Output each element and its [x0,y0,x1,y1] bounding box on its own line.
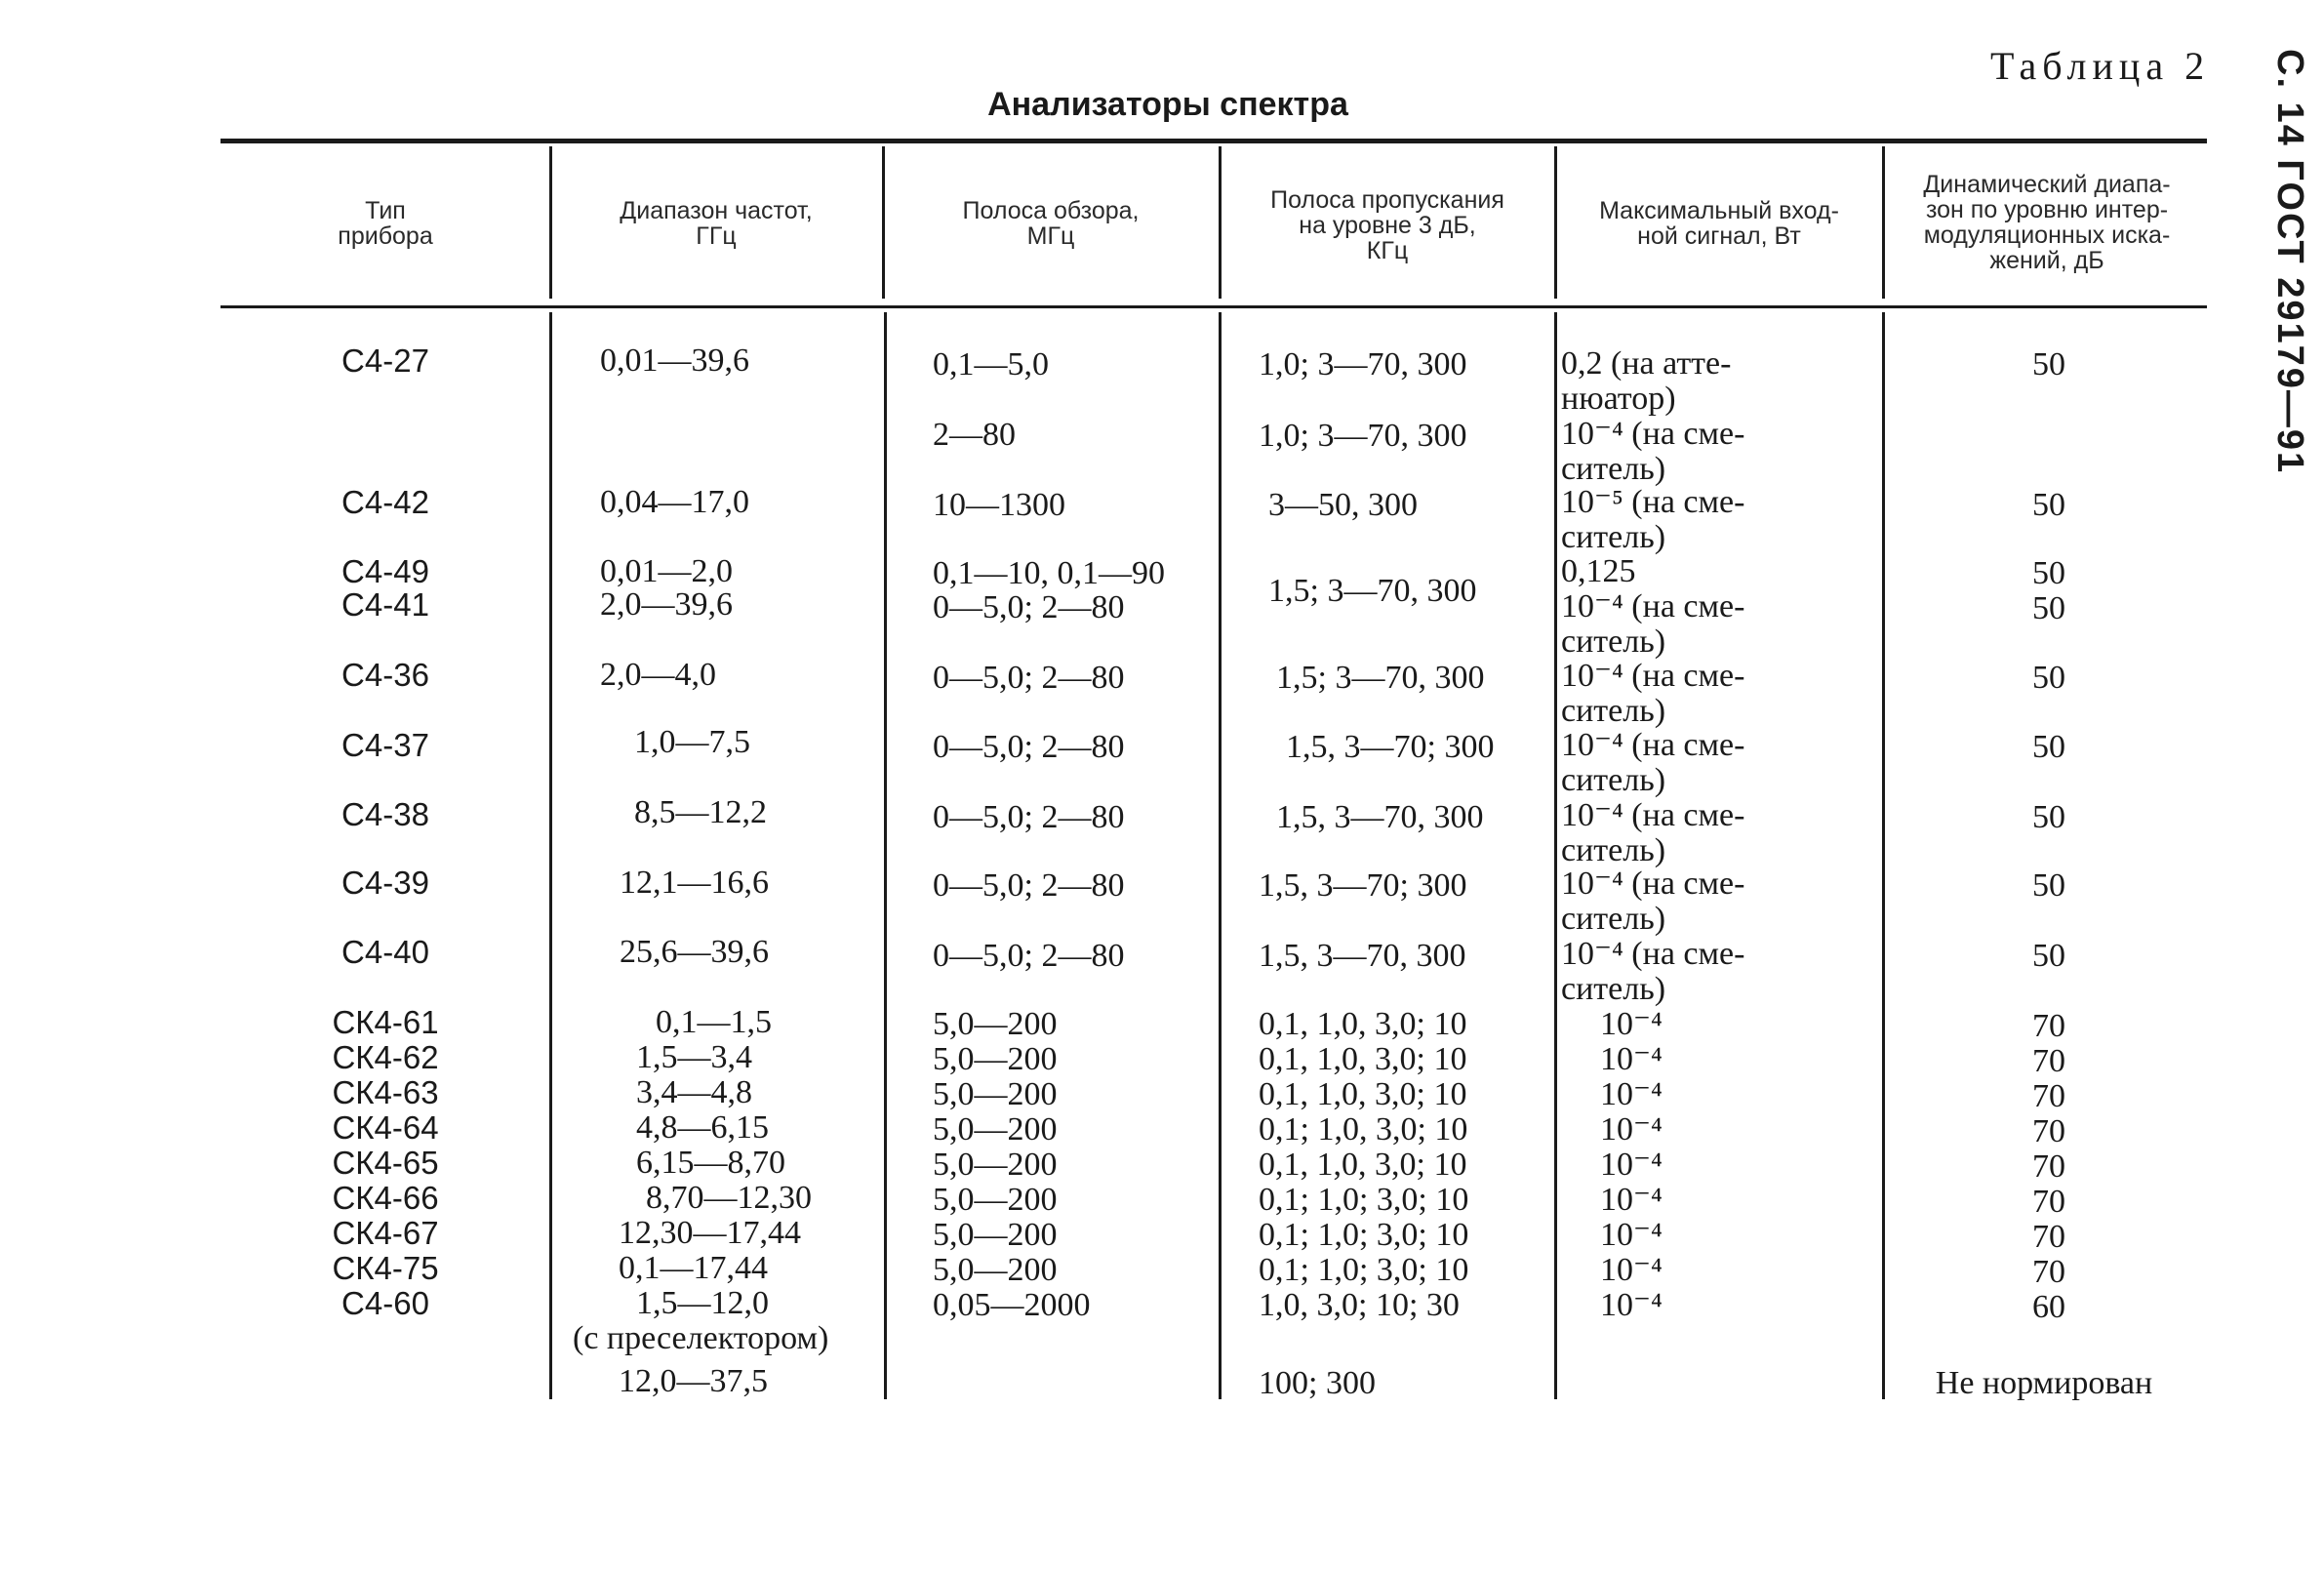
table-title: Анализаторы спектра [987,86,1348,123]
cell-dyn: 50 [2032,799,2065,835]
cell-signal: 10⁻⁴ [1600,1287,1663,1323]
cell-band: 1,5, 3—70, 300 [1259,938,1466,974]
page-reference: С. 14 ГОСТ 29179—91 [2269,49,2310,475]
cell-band: 0,1; 1,0, 3,0; 10 [1259,1111,1468,1147]
cell-band: 1,0; 3—70, 300 [1259,418,1467,454]
cell-band: 1,5, 3—70; 300 [1259,867,1467,904]
cell-dyn: 70 [2032,1219,2065,1255]
cell-signal: 10⁻⁴ [1600,1041,1663,1077]
cell-signal: 10⁻⁴ [1600,1217,1663,1253]
table-label: Таблица 2 [1990,44,2211,88]
cell-signal [1561,417,1744,487]
header-signal [1558,198,1880,249]
signal-line: 10⁻⁵ (на сме- [1561,484,1745,520]
cell-freq: 2,0—39,6 [600,586,733,623]
cell-freq: 8,70—12,30 [646,1180,812,1216]
cell-signal [1561,554,1636,589]
signal-line: 10⁻⁴ (на сме- [1561,416,1745,452]
cell-span: 5,0—200 [933,1041,1058,1077]
cell-freq: 2,0—4,0 [600,657,716,693]
table-top-rule [220,139,2207,143]
cell-band: 0,1; 1,0; 3,0; 10 [1259,1252,1469,1288]
header-span [886,198,1216,249]
cell-type: С4-38 [341,796,429,832]
cell-type: С4-49 [341,553,429,589]
cell-span: 5,0—200 [933,1147,1058,1183]
header-line: Динамический диапа- [1923,171,2171,198]
cell-freq: 6,15—8,70 [636,1145,785,1181]
header-line: Тип [365,197,406,224]
cell-freq-note: (с преселектором) [573,1320,829,1356]
cell-type: СК4-64 [332,1109,439,1146]
signal-line: ситель) [1561,971,1666,1007]
header-line: МГц [1026,222,1075,250]
signal-line: 10⁻⁴ (на сме- [1561,797,1745,833]
column-divider [1219,146,1222,299]
cell-type: С4-39 [341,865,429,901]
cell-dyn: 70 [2032,1184,2065,1220]
signal-line: 10⁻⁴ (на сме- [1561,936,1745,972]
header-dyn [1886,172,2208,273]
cell-freq: 12,30—17,44 [619,1215,801,1251]
cell-span: 0,1—5,0 [933,346,1049,382]
cell-signal [1561,798,1744,868]
cell-signal: 10⁻⁴ [1600,1252,1663,1288]
cell-type: С4-36 [341,657,429,693]
cell-span: 0,05—2000 [933,1287,1091,1323]
cell-dyn: 50 [2032,590,2065,626]
cell-type: С4-60 [341,1285,429,1321]
column-divider [549,312,552,1399]
cell-span: 5,0—200 [933,1252,1058,1288]
cell-dyn: 50 [2032,729,2065,765]
cell-span: 5,0—200 [933,1006,1058,1042]
cell-band: 1,5, 3—70, 300 [1276,799,1484,835]
header-line: Полоса обзора, [962,197,1140,224]
cell-freq: 25,6—39,6 [620,934,769,970]
signal-line: ситель) [1561,451,1666,487]
header-line: модуляционных иска- [1923,221,2171,249]
cell-span: 5,0—200 [933,1217,1058,1253]
cell-span: 0—5,0; 2—80 [933,867,1125,904]
cell-type: СК4-66 [332,1180,439,1216]
signal-line: 10⁻⁴ (на сме- [1561,588,1745,624]
header-line: прибора [338,222,433,250]
cell-band: 0,1, 1,0, 3,0; 10 [1259,1041,1467,1077]
cell-freq: 12,1—16,6 [620,865,769,901]
cell-band: 1,0; 3—70, 300 [1259,346,1467,382]
cell-type: С4-37 [341,727,429,763]
cell-dyn: 50 [2032,555,2065,591]
cell-signal: 10⁻⁴ [1600,1147,1663,1183]
cell-freq: 0,01—39,6 [600,342,749,379]
cell-dyn: 70 [2032,1078,2065,1114]
cell-signal: 10⁻⁴ [1600,1182,1663,1218]
cell-dyn: 70 [2032,1254,2065,1290]
cell-span: 0—5,0; 2—80 [933,938,1125,974]
cell-dyn: 70 [2032,1113,2065,1149]
cell-span: 0—5,0; 2—80 [933,589,1125,625]
column-divider [549,146,552,299]
cell-band: 0,1, 1,0, 3,0; 10 [1259,1147,1467,1183]
cell-freq: 0,1—1,5 [656,1004,772,1040]
header-line: Диапазон частот, [620,197,813,224]
signal-line: 10⁻⁴ (на сме- [1561,866,1745,902]
cell-span: 0—5,0; 2—80 [933,799,1125,835]
cell-signal [1561,866,1744,937]
column-divider [884,312,887,1399]
cell-signal: 10⁻⁴ [1600,1006,1663,1042]
cell-span: 5,0—200 [933,1182,1058,1218]
signal-line: ситель) [1561,624,1666,660]
signal-line: ситель) [1561,693,1666,729]
cell-span: 0,1—10, 0,1—90 [933,555,1165,591]
signal-line: 0,125 [1561,553,1636,589]
cell-freq: 8,5—12,2 [634,794,767,830]
cell-dyn: Не нормирован [1935,1365,2153,1401]
cell-signal [1561,659,1744,729]
cell-type: СК4-65 [332,1145,439,1181]
cell-freq: 0,01—2,0 [600,553,733,589]
signal-line: 10⁻⁴ (на сме- [1561,658,1745,694]
header-line: зон по уровню интер- [1925,196,2169,223]
cell-freq: 0,1—17,44 [619,1250,768,1286]
cell-type: СК4-63 [332,1074,439,1110]
cell-type: СК4-61 [332,1004,439,1040]
signal-line: ситель) [1561,762,1666,798]
header-line: ной сигнал, Вт [1637,222,1801,250]
cell-type: С4-40 [341,934,429,970]
cell-signal [1561,346,1731,417]
cell-band: 1,5, 3—70; 300 [1286,729,1495,765]
cell-band: 1,5; 3—70, 300 [1276,660,1485,696]
header-line: ГГц [696,222,737,250]
header-line: Максимальный вход- [1599,197,1839,224]
cell-type: СК4-75 [332,1250,439,1286]
cell-freq: 1,5—3,4 [636,1039,752,1075]
header-line: КГц [1366,237,1409,264]
cell-signal [1561,937,1744,1007]
cell-dyn: 50 [2032,867,2065,904]
cell-freq: 12,0—37,5 [619,1363,768,1399]
cell-span: 0—5,0; 2—80 [933,729,1125,765]
cell-band: 0,1, 1,0, 3,0; 10 [1259,1076,1467,1112]
cell-band: 0,1, 1,0, 3,0; 10 [1259,1006,1467,1042]
cell-band: 0,1; 1,0; 3,0; 10 [1259,1182,1469,1218]
cell-freq: 1,0—7,5 [634,724,750,760]
cell-type: С4-41 [341,586,429,623]
cell-dyn: 50 [2032,660,2065,696]
cell-signal [1561,728,1744,798]
cell-dyn: 50 [2032,487,2065,523]
cell-dyn: 70 [2032,1043,2065,1079]
cell-band: 3—50, 300 [1268,487,1418,523]
column-divider [1554,146,1557,299]
cell-type: С4-27 [341,342,429,379]
header-line: на уровне 3 дБ, [1299,212,1476,239]
header-band [1222,187,1552,263]
cell-span: 0—5,0; 2—80 [933,660,1125,696]
signal-line: 10⁻⁴ (на сме- [1561,727,1745,763]
cell-signal: 10⁻⁴ [1600,1076,1663,1112]
signal-line: 0,2 (на атте- [1561,345,1732,382]
header-line: Полоса пропускания [1270,186,1504,214]
cell-dyn: 70 [2032,1008,2065,1044]
signal-line: ситель) [1561,901,1666,937]
header-freq [553,198,879,249]
cell-band: 0,1; 1,0; 3,0; 10 [1259,1217,1469,1253]
cell-span: 2—80 [933,417,1016,453]
cell-band: 100; 300 [1259,1365,1376,1401]
cell-freq: 4,8—6,15 [636,1109,769,1146]
column-divider [1882,146,1885,299]
signal-line: ситель) [1561,832,1666,868]
column-divider [1554,312,1557,1399]
cell-dyn: 60 [2032,1289,2065,1325]
cell-span: 5,0—200 [933,1111,1058,1147]
header-line: жений, дБ [1989,247,2104,274]
cell-span: 10—1300 [933,487,1065,523]
cell-type: СК4-62 [332,1039,439,1075]
cell-signal [1561,589,1744,660]
cell-band: 1,0, 3,0; 10; 30 [1259,1287,1460,1323]
cell-span: 5,0—200 [933,1076,1058,1112]
cell-signal: 10⁻⁴ [1600,1111,1663,1147]
cell-signal [1561,485,1744,555]
cell-dyn: 50 [2032,938,2065,974]
cell-type: СК4-67 [332,1215,439,1251]
signal-line: ситель) [1561,519,1666,555]
cell-type: С4-42 [341,484,429,520]
header-type [224,198,546,249]
column-divider [882,146,885,299]
header-bottom-rule [220,305,2207,308]
signal-line: нюатор) [1561,381,1676,417]
column-divider [1219,312,1222,1399]
cell-dyn: 50 [2032,346,2065,382]
cell-dyn: 70 [2032,1148,2065,1185]
cell-freq: 0,04—17,0 [600,484,749,520]
cell-freq: 1,5—12,0 [636,1285,769,1321]
cell-band-merged: 1,5; 3—70, 300 [1268,573,1477,609]
cell-freq: 3,4—4,8 [636,1074,752,1110]
